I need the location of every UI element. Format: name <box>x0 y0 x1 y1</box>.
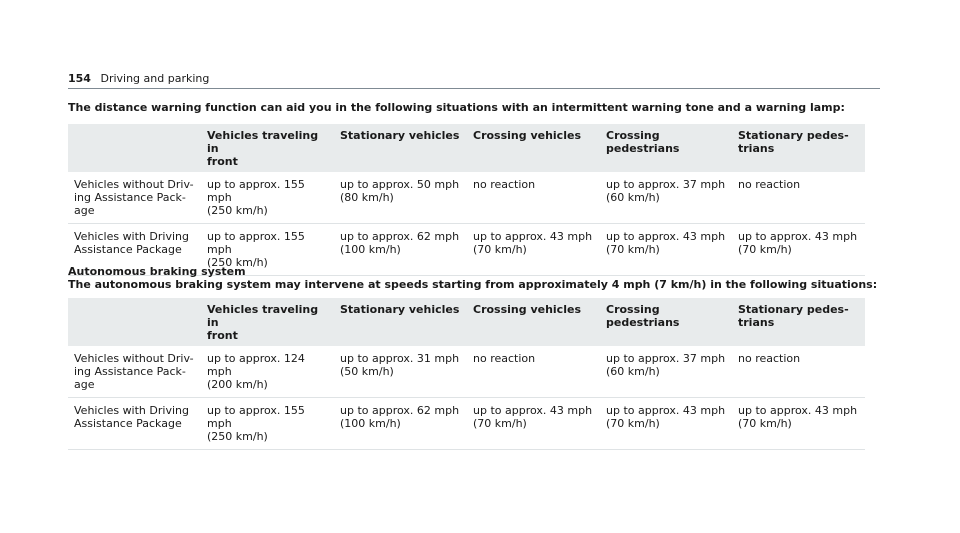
header-line: Stationary pedes- <box>738 129 849 142</box>
table-cell <box>334 172 467 224</box>
cell-line: (70 km/h) <box>606 417 660 430</box>
cell-line: (200 km/h) <box>207 378 268 391</box>
cell-line: (250 km/h) <box>207 430 268 443</box>
label-line: ing Assistance Pack- <box>74 365 186 378</box>
table-cell <box>467 346 600 398</box>
cell-line: (70 km/h) <box>473 417 527 430</box>
label-line: Vehicles without Driv- <box>74 352 194 365</box>
cell-line: up to approx. 43 mph <box>606 404 726 417</box>
cell-line: (80 km/h) <box>340 191 394 204</box>
header-line: Stationary vehicles <box>340 129 460 142</box>
header-cell <box>334 298 467 346</box>
header-cell <box>201 298 334 346</box>
header-cell <box>600 298 732 346</box>
header-line: Stationary vehicles <box>340 303 460 316</box>
distance-warning-table <box>68 124 865 276</box>
header-line: Crossing vehicles <box>473 303 581 316</box>
table-row <box>68 398 865 450</box>
cell-line: up to approx. 43 mph <box>738 404 858 417</box>
autonomous-braking-section <box>68 265 888 291</box>
cell-line: (250 km/h) <box>207 256 268 269</box>
autonomous-braking-table <box>68 298 865 450</box>
cell-line: (70 km/h) <box>606 243 660 256</box>
table-row <box>68 346 865 398</box>
table-row <box>68 172 865 224</box>
cell-line: up to approx. 37 mph <box>606 178 726 191</box>
header-cell <box>732 298 865 346</box>
table-cell <box>467 398 600 450</box>
cell-line: (70 km/h) <box>473 243 527 256</box>
cell-line: (250 km/h) <box>207 204 268 217</box>
header-line: trians <box>738 142 775 155</box>
cell-line: (70 km/h) <box>738 417 792 430</box>
header-line: front <box>207 329 238 342</box>
cell-line: up to approx. 37 mph <box>606 352 726 365</box>
cell-line: no reaction <box>473 352 536 365</box>
cell-line: (50 km/h) <box>340 365 394 378</box>
header-line: Vehicles traveling in <box>207 303 319 329</box>
header-cell <box>467 124 600 172</box>
table-cell <box>467 172 600 224</box>
cell-line: (60 km/h) <box>606 365 660 378</box>
label-line: Vehicles with Driving <box>74 404 189 417</box>
cell-line: up to approx. 62 mph <box>340 404 460 417</box>
table-header-row <box>68 298 865 346</box>
cell-line: up to approx. 155 mph <box>207 230 305 256</box>
cell-line: up to approx. 62 mph <box>340 230 460 243</box>
header-line: Crossing pedestrians <box>606 129 680 155</box>
cell-line: up to approx. 43 mph <box>738 230 858 243</box>
header-line: Vehicles traveling in <box>207 129 319 155</box>
table-cell <box>600 346 732 398</box>
table-cell <box>732 398 865 450</box>
page-header <box>68 72 880 89</box>
header-line: Stationary pedes- <box>738 303 849 316</box>
cell-line: (100 km/h) <box>340 243 401 256</box>
section-title: Driving and parking <box>100 72 210 85</box>
header-cell <box>467 298 600 346</box>
cell-line: (70 km/h) <box>738 243 792 256</box>
header-line: front <box>207 155 238 168</box>
table-cell <box>201 172 334 224</box>
cell-line: up to approx. 124 mph <box>207 352 305 378</box>
cell-line: up to approx. 43 mph <box>606 230 726 243</box>
cell-line: up to approx. 31 mph <box>340 352 460 365</box>
cell-line: up to approx. 155 mph <box>207 178 305 204</box>
table-cell <box>600 398 732 450</box>
cell-line: up to approx. 155 mph <box>207 404 305 430</box>
table-cell <box>334 346 467 398</box>
header-cell <box>201 124 334 172</box>
cell-line: no reaction <box>738 352 801 365</box>
label-line: Assistance Package <box>74 417 182 430</box>
header-cell-empty <box>68 298 201 346</box>
table-cell <box>201 346 334 398</box>
label-line: ing Assistance Pack- <box>74 191 186 204</box>
label-line: Vehicles without Driv- <box>74 178 194 191</box>
table-cell <box>334 398 467 450</box>
section-heading: Autonomous braking system <box>68 265 246 278</box>
autonomous-braking-intro: The autonomous braking system may intervene at speeds starting from approximately 4 mph (7 km/h) in the following situations: <box>68 278 878 291</box>
header-cell <box>334 124 467 172</box>
header-cell-empty <box>68 124 201 172</box>
cell-line: up to approx. 43 mph <box>473 230 593 243</box>
cell-line: up to approx. 50 mph <box>340 178 460 191</box>
table-cell <box>732 172 865 224</box>
header-cell <box>600 124 732 172</box>
label-line: age <box>74 378 95 391</box>
header-line: Crossing vehicles <box>473 129 581 142</box>
cell-line: (100 km/h) <box>340 417 401 430</box>
header-cell <box>732 124 865 172</box>
header-line: trians <box>738 316 775 329</box>
row-label <box>68 346 201 398</box>
table-cell <box>600 172 732 224</box>
label-line: age <box>74 204 95 217</box>
row-label <box>68 398 201 450</box>
table-header-row <box>68 124 865 172</box>
cell-line: (60 km/h) <box>606 191 660 204</box>
cell-line: no reaction <box>738 178 801 191</box>
label-line: Vehicles with Driving <box>74 230 189 243</box>
table-cell <box>732 346 865 398</box>
table-cell <box>201 398 334 450</box>
label-line: Assistance Package <box>74 243 182 256</box>
row-label <box>68 172 201 224</box>
distance-warning-intro: The distance warning function can aid you in the following situations with an intermittent warning tone and a warning lamp: <box>68 101 845 114</box>
cell-line: up to approx. 43 mph <box>473 404 593 417</box>
header-line: Crossing pedestrians <box>606 303 680 329</box>
cell-line: no reaction <box>473 178 536 191</box>
page-number: 154 <box>68 72 91 85</box>
